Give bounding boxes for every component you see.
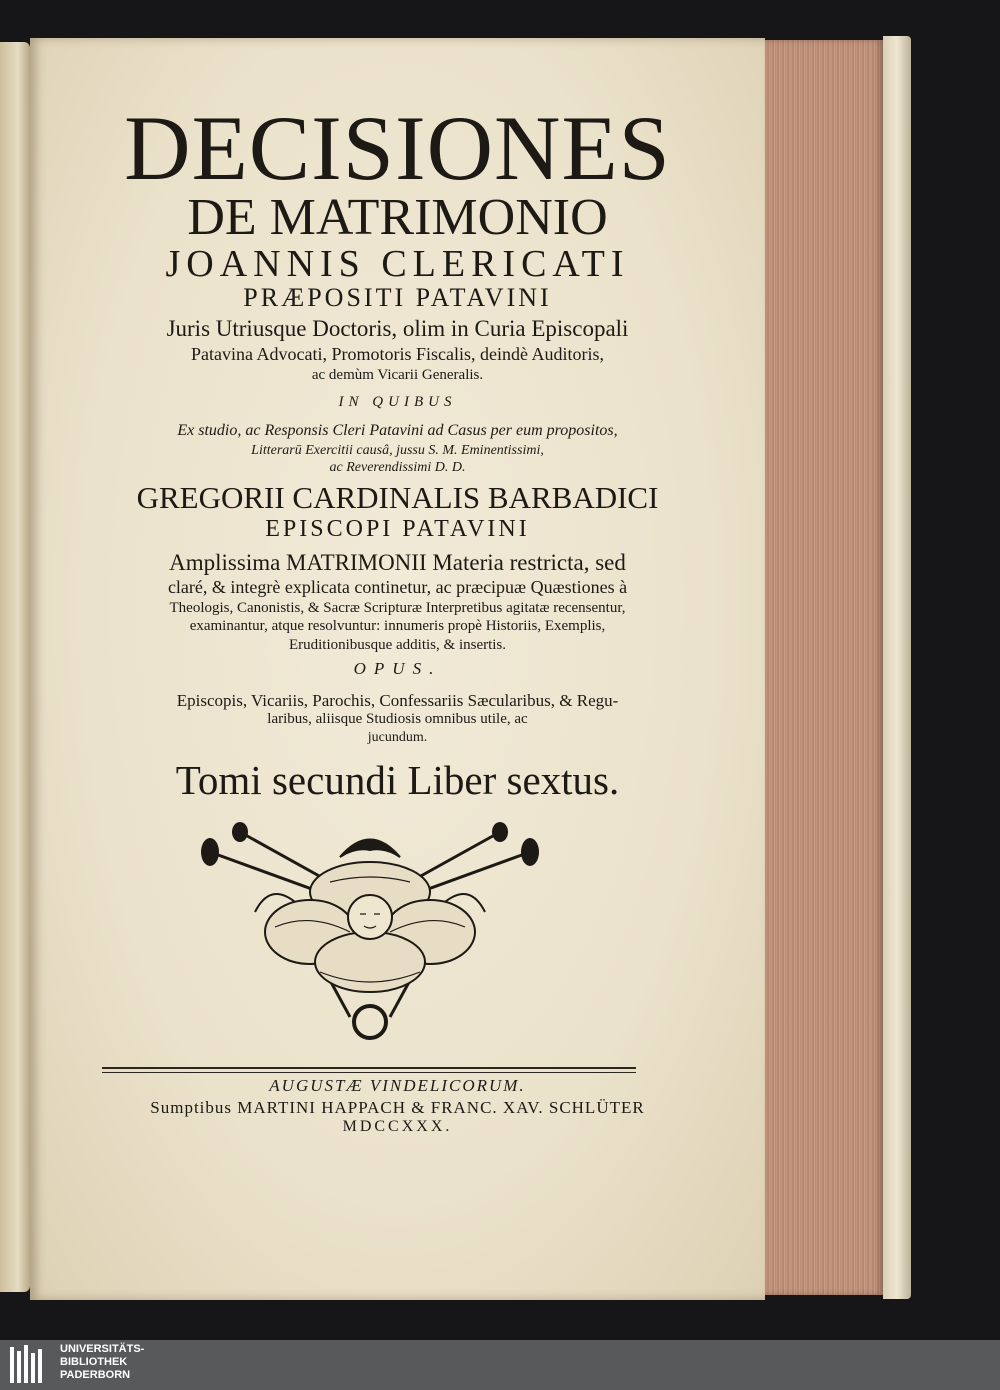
library-name-line-1: UNIVERSITÄTS- xyxy=(60,1343,145,1355)
left-page-edge xyxy=(0,42,30,1292)
description-line-3: ac Reverendissimi D. D. xyxy=(329,460,466,475)
content-line-4: examinantur, atque resolvuntur: innumeris propè Historiis, Exemplis, xyxy=(189,618,606,634)
library-name-line-3: PADERBORN xyxy=(60,1369,131,1381)
author-office: PRÆPOSITI PATAVINI xyxy=(243,283,552,312)
content-line-2: claré, & integrè explicata continetur, ac præcipuæ Quæstiones à xyxy=(167,577,628,597)
author-credentials-2: Patavina Advocati, Promotoris Fiscalis, deindè Auditoris, xyxy=(191,344,604,364)
cardinal-name: GREGORII CARDINALIS BARBADICI xyxy=(136,480,659,515)
in-quibus-heading: IN QUIBUS xyxy=(338,394,457,410)
library-name xyxy=(60,1343,144,1382)
opus-heading: OPUS. xyxy=(353,659,442,678)
printers-ornament-vignette xyxy=(200,822,540,1042)
imprint-publisher: Sumptibus MARTINI HAPPACH & FRANC. XAV. SCHLÜTER xyxy=(150,1098,645,1117)
imprint-rule-bottom xyxy=(102,1072,636,1073)
imprint-year: MDCCXXX. xyxy=(342,1118,453,1135)
author-credentials-3: ac demùm Vicarii Generalis. xyxy=(311,367,484,383)
page-fore-edge xyxy=(765,40,883,1295)
main-title: DECISIONES xyxy=(124,97,671,199)
binding-cover-edge xyxy=(883,36,911,1299)
audience-line-3: jucundum. xyxy=(367,730,428,745)
subtitle: DE MATRIMONIO xyxy=(187,189,608,246)
audience-line-1: Episcopis, Vicariis, Parochis, Confessariis Sæcularibus, & Regu- xyxy=(176,691,619,710)
library-logo-icon xyxy=(8,1343,46,1387)
cardinal-office: EPISCOPI PATAVINI xyxy=(265,516,530,542)
description-line-2: Litterarū Exercitii causâ, jussu S. M. Eminentissimi, xyxy=(251,443,544,458)
volume-title: Tomi secundi Liber sextus. xyxy=(175,757,620,803)
imprint-place: AUGUSTÆ VINDELICORUM. xyxy=(269,1076,526,1095)
author-credentials-1: Juris Utriusque Doctoris, olim in Curia Episcopali xyxy=(166,316,629,341)
content-line-3: Theologis, Canonistis, & Sacræ Scripturæ Interpretibus agitatæ recensentur, xyxy=(169,600,626,616)
library-name-line-2: BIBLIOTHEK xyxy=(60,1356,128,1368)
imprint-rule-top xyxy=(102,1067,636,1069)
author-name: JOANNIS CLERICATI xyxy=(165,243,630,285)
content-line-1: Amplissima MATRIMONII Materia restricta, sed xyxy=(169,550,626,575)
audience-line-2: laribus, aliisque Studiosis omnibus utile, ac xyxy=(267,711,528,727)
description-line-1: Ex studio, ac Responsis Cleri Patavini ad Casus per eum propositos, xyxy=(177,422,618,439)
content-line-5: Eruditionibusque additis, & insertis. xyxy=(288,637,507,653)
library-footer-bar xyxy=(0,1340,1000,1390)
